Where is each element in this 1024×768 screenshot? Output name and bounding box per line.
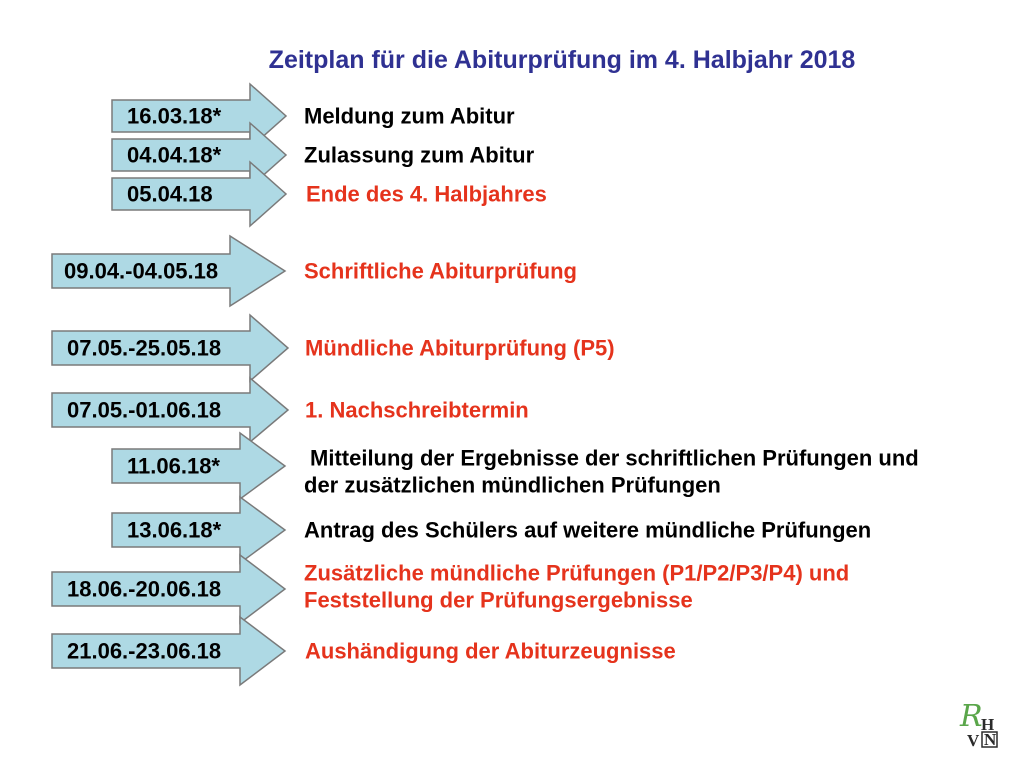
event-label: Meldung zum Abitur — [304, 103, 515, 129]
logo-letter-h: H — [981, 715, 995, 734]
event-label-line-2: Feststellung der Prüfungsergebnisse — [304, 587, 693, 613]
date-label: 09.04.-04.05.18 — [64, 258, 219, 284]
timeline-entry — [112, 497, 871, 563]
event-label-line-1: Zusätzliche mündliche Prüfungen (P1/P2/P3/P4) und — [304, 560, 850, 586]
event-label-line-1: Mitteilung der Ergebnisse der schriftlichen Prüfungen und — [310, 445, 919, 471]
logo-letter-v: V — [967, 731, 980, 750]
event-label: Schriftliche Abiturprüfung — [304, 258, 577, 284]
event-label: 1. Nachschreibtermin — [305, 397, 529, 423]
date-label: 11.06.18* — [127, 453, 220, 479]
date-label: 21.06.-23.06.18 — [67, 638, 222, 664]
date-label: 16.03.18* — [127, 103, 222, 129]
timeline-entry — [52, 378, 529, 442]
logo-letter-n: N — [984, 730, 997, 749]
timeline-entry — [52, 236, 577, 306]
event-label: Zulassung zum Abitur — [304, 142, 535, 168]
date-label: 05.04.18 — [127, 181, 213, 207]
timeline-entry — [52, 555, 849, 623]
date-label: 18.06.-20.06.18 — [67, 576, 222, 602]
date-label: 07.05.-25.05.18 — [67, 335, 222, 361]
school-logo — [959, 699, 997, 750]
event-label: Mündliche Abiturprüfung (P5) — [305, 335, 615, 361]
date-label: 13.06.18* — [127, 517, 222, 543]
date-label: 04.04.18* — [127, 142, 222, 168]
timeline-entry — [112, 433, 919, 499]
timeline-entry — [52, 315, 615, 381]
event-label: Ende des 4. Halbjahres — [306, 181, 547, 207]
event-label: Aushändigung der Abiturzeugnisse — [305, 638, 676, 664]
date-label: 07.05.-01.06.18 — [67, 397, 222, 423]
slide-title: Zeitplan für die Abiturprüfung im 4. Halbjahr 2018 — [268, 46, 856, 74]
event-label-line-2: der zusätzlichen mündlichen Prüfungen — [304, 472, 721, 498]
logo-script-letter: R — [960, 699, 983, 734]
timeline-entry — [52, 617, 676, 685]
event-label: Antrag des Schülers auf weitere mündliche Prüfungen — [304, 517, 872, 543]
